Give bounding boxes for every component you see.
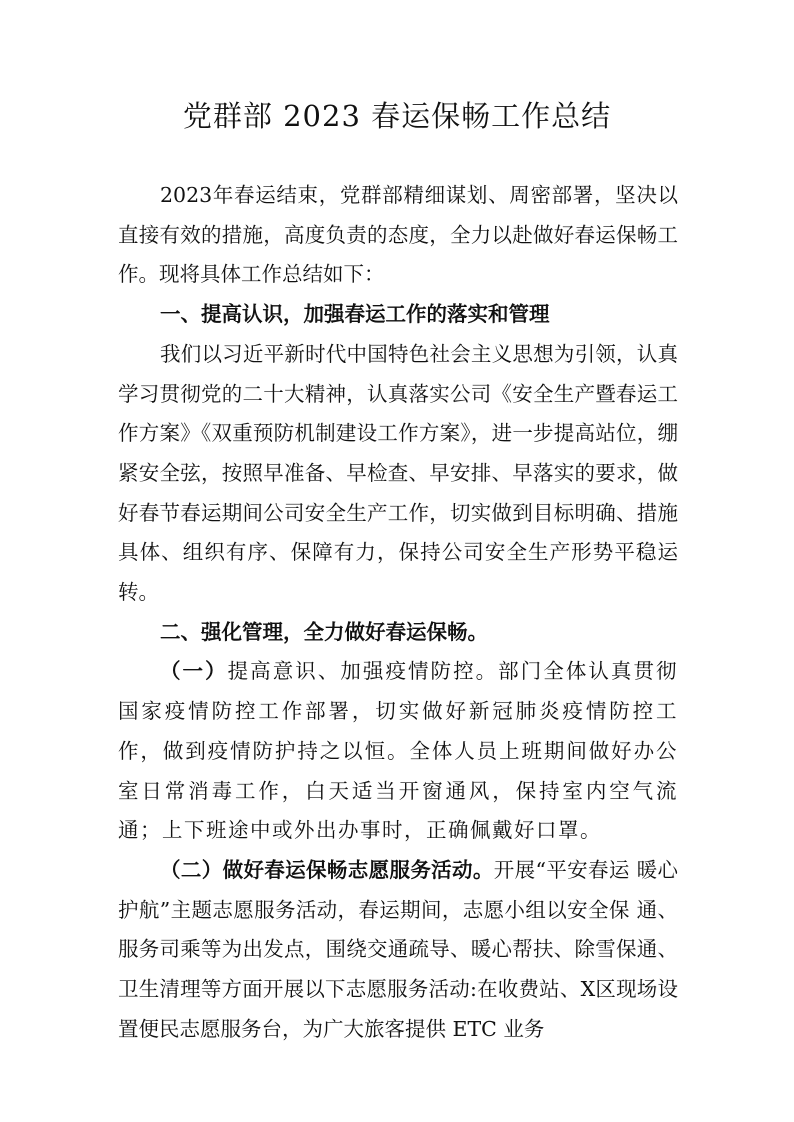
section1-paragraph: 我们以习近平新时代中国特色社会主义思想为引领，认真学习贯彻党的二十大精神，认真落实公司《安全生产暨春运工作方案》《双重预防机制建设工作方案》，进一步提高站位，绷紧安全弦，按照早准备、早检查、早安排、早落实的要求，做好春节春运期间公司安全生产工作，切实做到目标明确、措施具体、组织有序、保障有力，保持公司安全生产形势平稳运转。	[118, 341, 678, 605]
intro-paragraph: 2023年春运结束，党群部精细谋划、周密部署，坚决以直接有效的措施，高度负责的态度，全力以赴做好春运保畅工作。现将具体工作总结如下：	[118, 183, 678, 287]
section2-heading: 二、强化管理，全力做好春运保畅。	[160, 619, 488, 644]
section2-item1-body: 提高意识、加强疫情防控。部门全体认真贯彻国家疫情防控工作部署，切实做好新冠肺炎疫情防控工作，做到疫情防护持之以恒。全体人员上班期间做好办公室日常消毒工作，白天适当开窗通风，保持室内空气流通；上下班途中或外出办事时，正确佩戴好口罩。	[118, 659, 679, 843]
section2-item1-label: （一）	[160, 659, 228, 684]
section2-item2-paragraph	[118, 851, 678, 1050]
section1-heading: 一、提高认识，加强春运工作的落实和管理	[160, 302, 550, 327]
document-body	[118, 176, 678, 1049]
document-title: 党群部 2023 春运保畅工作总结	[182, 99, 612, 133]
section2-item1-paragraph	[118, 652, 678, 851]
section2-item2-body: 开展“平安春运 暖心护航”主题志愿服务活动，春运期间，志愿小组以安全保 通、服务司乘等为出发点，围绕交通疏导、暖心帮扶、除雪保通、卫生清理等方面开展以下志愿服务活动:在收费站、X区现场设置便民志愿服务台，为广大旅客提供 ETC 业务	[118, 857, 679, 1041]
section2-item2-label: （二）做好春运保畅志愿服务活动。	[160, 857, 494, 882]
